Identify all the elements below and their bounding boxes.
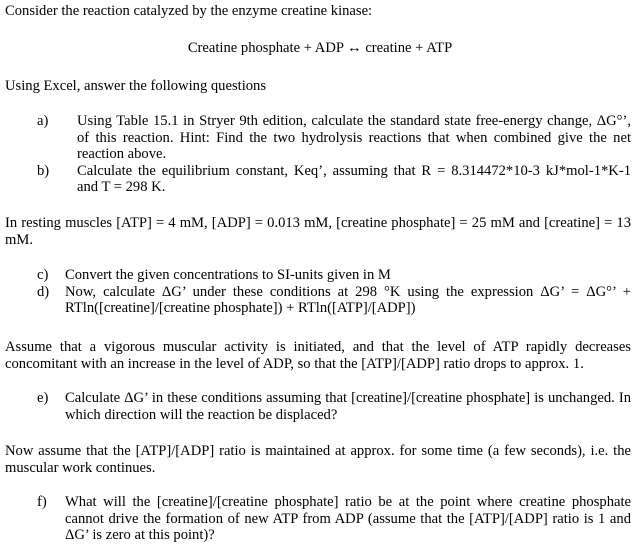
- question-text: Using Table 15.1 in Stryer 9th edition, calculate the standard state free-energy change, ΔG°’, of this reaction. Hint: Find the two hydrolysis reactions that when combined give the net reaction above.: [77, 113, 631, 162]
- reaction-equation: Creatine phosphate + ADP ↔ creatine + ATP: [187, 40, 453, 56]
- question-c: [37, 267, 631, 284]
- question-a: [37, 113, 631, 163]
- question-text: Now, calculate ΔG’ under these conditions at 298 °K using the expression ΔG’ = ΔG°’ + RTln([creatine]/[creatine phosphate]) + RTln([ATP]/[ADP]): [65, 283, 631, 316]
- question-e-block: [37, 390, 631, 423]
- question-f-block: [37, 494, 631, 544]
- question-f: [37, 494, 631, 544]
- scenario-text-maintained: Now assume that the [ATP]/[ADP] ratio is maintained at approx. for some time (a few seconds), i.e. the muscular work continues.: [5, 443, 631, 476]
- question-d: [37, 284, 631, 317]
- intro-text: Consider the reaction catalyzed by the enzyme creatine kinase:: [5, 3, 373, 19]
- question-text: What will the [creatine]/[creatine phosphate] ratio be at the point where creatine phosphate cannot drive the formation of new ATP from ADP (assume that the [ATP]/[ADP] ratio is 1 and ΔG’ is zero at this point)?: [65, 494, 631, 543]
- question-text: Calculate ΔG’ in these conditions assuming that [creatine]/[creatine phosphate] is unchanged. In which direction will the reaction be displaced?: [65, 390, 631, 423]
- question-label: c): [37, 267, 49, 283]
- question-label: f): [37, 494, 47, 510]
- question-label: d): [37, 283, 50, 300]
- question-label: e): [37, 390, 49, 406]
- question-text: Convert the given concentrations to SI-units given in M: [65, 267, 391, 283]
- question-text: Calculate the equilibrium constant, Keq’, assuming that R = 8.314472*10-3 kJ*mol-1*K-1 and T = 298 K.: [77, 162, 631, 195]
- questions-cd: [37, 267, 631, 317]
- questions-ab: [37, 113, 631, 196]
- question-e: [37, 390, 631, 423]
- question-b: [37, 163, 631, 196]
- instructions-text: Using Excel, answer the following questions: [5, 78, 267, 94]
- resting-concentrations-text: In resting muscles [ATP] = 4 mM, [ADP] = 0.013 mM, [creatine phosphate] = 25 mM and [creatine] = 13 mM.: [5, 215, 631, 248]
- question-label: a): [37, 113, 49, 129]
- scenario-text-activity: Assume that a vigorous muscular activity is initiated, and that the level of ATP rapidly decreases concomitant with an increase in the level of ADP, so that the [ATP]/[ADP] ratio drops to approx. 1.: [5, 339, 631, 372]
- question-label: b): [37, 162, 50, 179]
